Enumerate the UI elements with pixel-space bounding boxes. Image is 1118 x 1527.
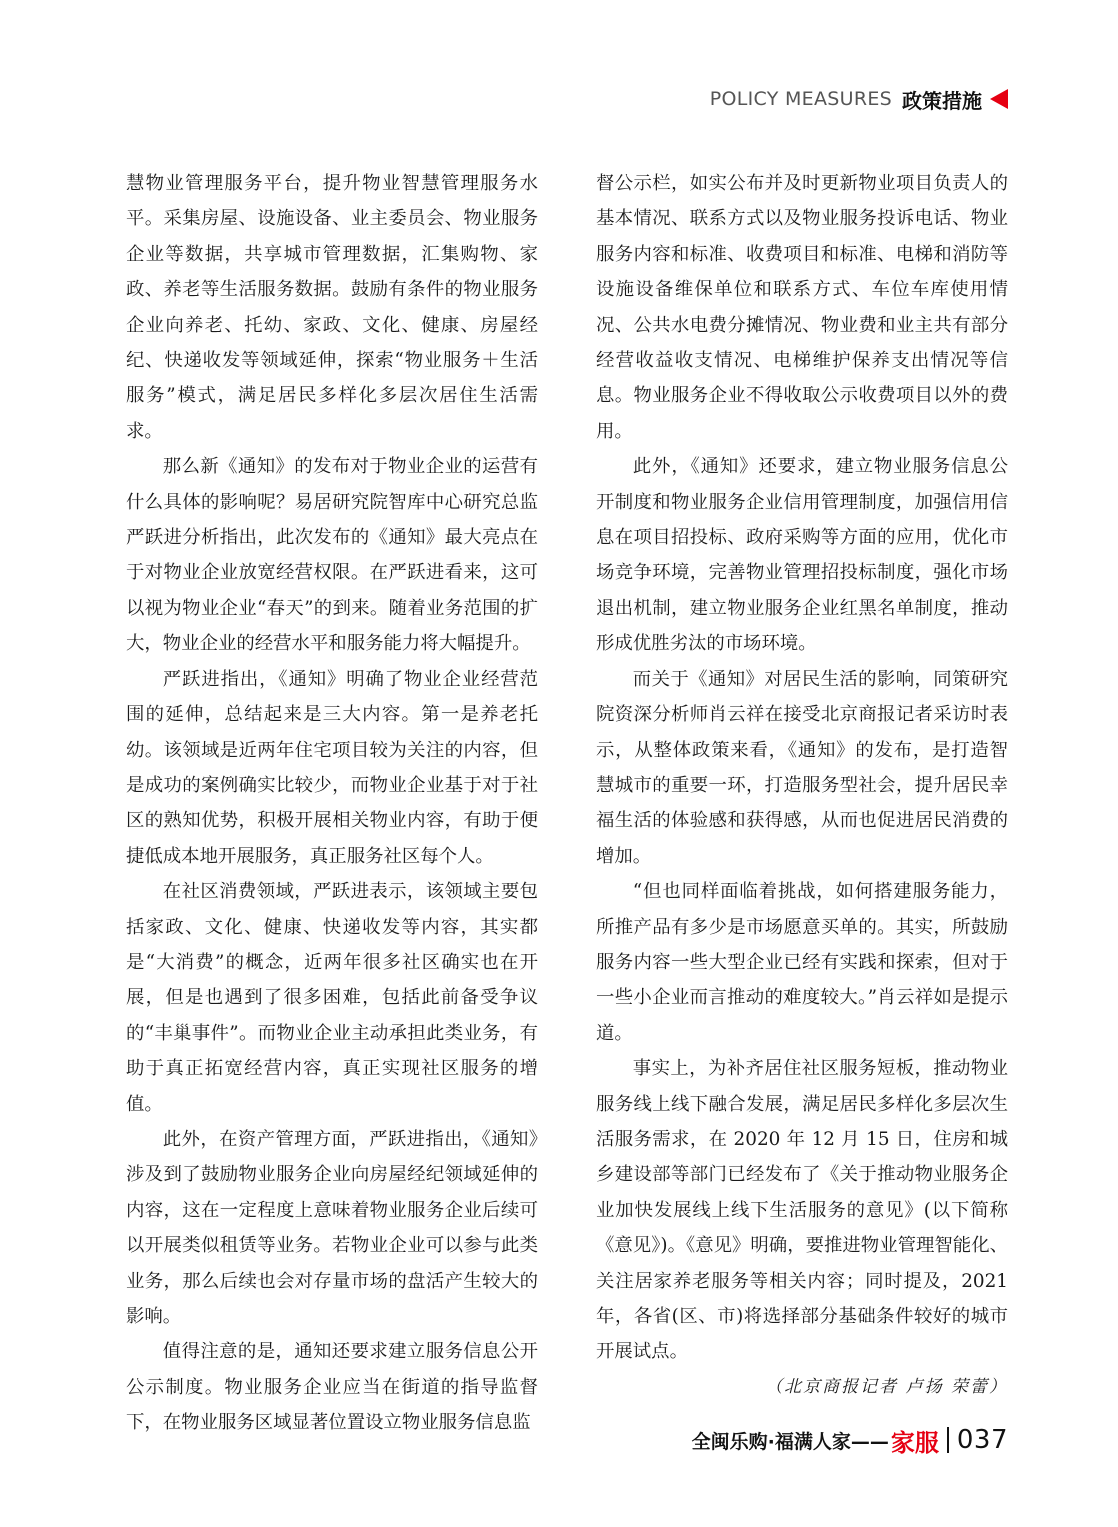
paragraph: 值得注意的是，通知还要求建立服务信息公开公示制度。物业服务企业应当在街道的指导监督下，在物业服务区域显著位置设立物业服务信息监 <box>126 1341 538 1434</box>
paragraph: 事实上，为补齐居住社区服务短板，推动物业服务线上线下融合发展，满足居民多样化多层次生活服务需求，在 2020 年 12 月 15 日，住房和城乡建设部等部门已经发布了《关于推动物业服务企业加快发展线上线下生活服务的意见》(以下简称《意见》)。《意见》明确，要推进物业管理智能化、关注居家养老服务等相关内容；同时提及，2021 年，各省(区、市)将选择部分基础条件较好的城市开展试点。 <box>596 1058 1008 1363</box>
section-title-cn: 政策措施 <box>902 88 982 113</box>
page-number: 037 <box>956 1425 1008 1455</box>
footer-slogan: 全闽乐购·福满人家—— <box>691 1430 889 1453</box>
triangle-left-icon <box>990 89 1008 109</box>
page-footer <box>692 1422 1008 1458</box>
paragraph: “但也同样面临着挑战，如何搭建服务能力，所推产品有多少是市场愿意买单的。其实，所鼓励服务内容一些大型企业已经有实践和探索，但对于一些小企业而言推动的难度较大。”肖云祥如是提示道。 <box>596 881 1008 1044</box>
right-column <box>596 166 1008 1405</box>
paragraph: 在社区消费领域，严跃进表示，该领域主要包括家政、文化、健康、快递收发等内容，其实都是“大消费”的概念，近两年很多社区确实也在开展，但是也遇到了很多困难，包括此前备受争议的“丰巢事件”。而物业企业主动承担此类业务，有助于真正拓宽经营内容，真正实现社区服务的增值。 <box>126 881 538 1115</box>
author-byline: （北京商报记者 卢扬 荣蕾） <box>765 1376 1008 1397</box>
page-header <box>710 84 1008 114</box>
paragraph: 督公示栏，如实公布并及时更新物业项目负责人的基本情况、联系方式以及物业服务投诉电话、物业服务内容和标准、收费项目和标准、电梯和消防等设施设备维保单位和联系方式、车位车库使用情况、公共水电费分摊情况、物业费和业主共有部分经营收益收支情况、电梯维护保养支出情况等信息。物业服务企业不得收取公示收费项目以外的费用。 <box>596 173 1008 442</box>
paragraph: 而关于《通知》对居民生活的影响，同策研究院资深分析师肖云祥在接受北京商报记者采访时表示，从整体政策来看，《通知》的发布，是打造智慧城市的重要一环，打造服务型社会，提升居民幸福生活的体验感和获得感，从而也促进居民消费的增加。 <box>596 668 1008 867</box>
footer-brand: 家服 <box>890 1428 939 1457</box>
section-title-en: POLICY MEASURES <box>709 88 892 110</box>
paragraph: 慧物业管理服务平台，提升物业智慧管理服务水平。采集房屋、设施设备、业主委员会、物业服务企业等数据，共享城市管理数据，汇集购物、家政、养老等生活服务数据。鼓励有条件的物业服务企业向养老、托幼、家政、文化、健康、房屋经纪、快递收发等领域延伸，探索“物业服务＋生活服务”模式，满足居民多样化多层次居住生活需求。 <box>126 173 538 442</box>
paragraph: 严跃进指出，《通知》明确了物业企业经营范围的延伸，总结起来是三大内容。第一是养老托幼。该领域是近两年住宅项目较为关注的内容，但是成功的案例确实比较少，而物业企业基于对于社区的熟知优势，积极开展相关物业内容，有助于便捷低成本地开展服务，真正服务社区每个人。 <box>126 668 538 867</box>
footer-divider <box>947 1427 949 1453</box>
paragraph: 此外，《通知》还要求，建立物业服务信息公开制度和物业服务企业信用管理制度，加强信用信息在项目招投标、政府采购等方面的应用，优化市场竞争环境，完善物业管理招投标制度，强化市场退出机制，建立物业服务企业红黑名单制度，推动形成优胜劣汰的市场环境。 <box>596 456 1008 655</box>
paragraph: 那么新《通知》的发布对于物业企业的运营有什么具体的影响呢？易居研究院智库中心研究总监严跃进分析指出，此次发布的《通知》最大亮点在于对物业企业放宽经营权限。在严跃进看来，这可以视为物业企业“春天”的到来。随着业务范围的扩大，物业企业的经营水平和服务能力将大幅提升。 <box>126 456 538 655</box>
left-column <box>126 166 538 1441</box>
paragraph: 此外，在资产管理方面，严跃进指出，《通知》涉及到了鼓励物业服务企业向房屋经纪领域延伸的内容，这在一定程度上意味着物业服务企业后续可以开展类似租赁等业务。若物业企业可以参与此类业务，那么后续也会对存量市场的盘活产生较大的影响。 <box>126 1128 538 1327</box>
